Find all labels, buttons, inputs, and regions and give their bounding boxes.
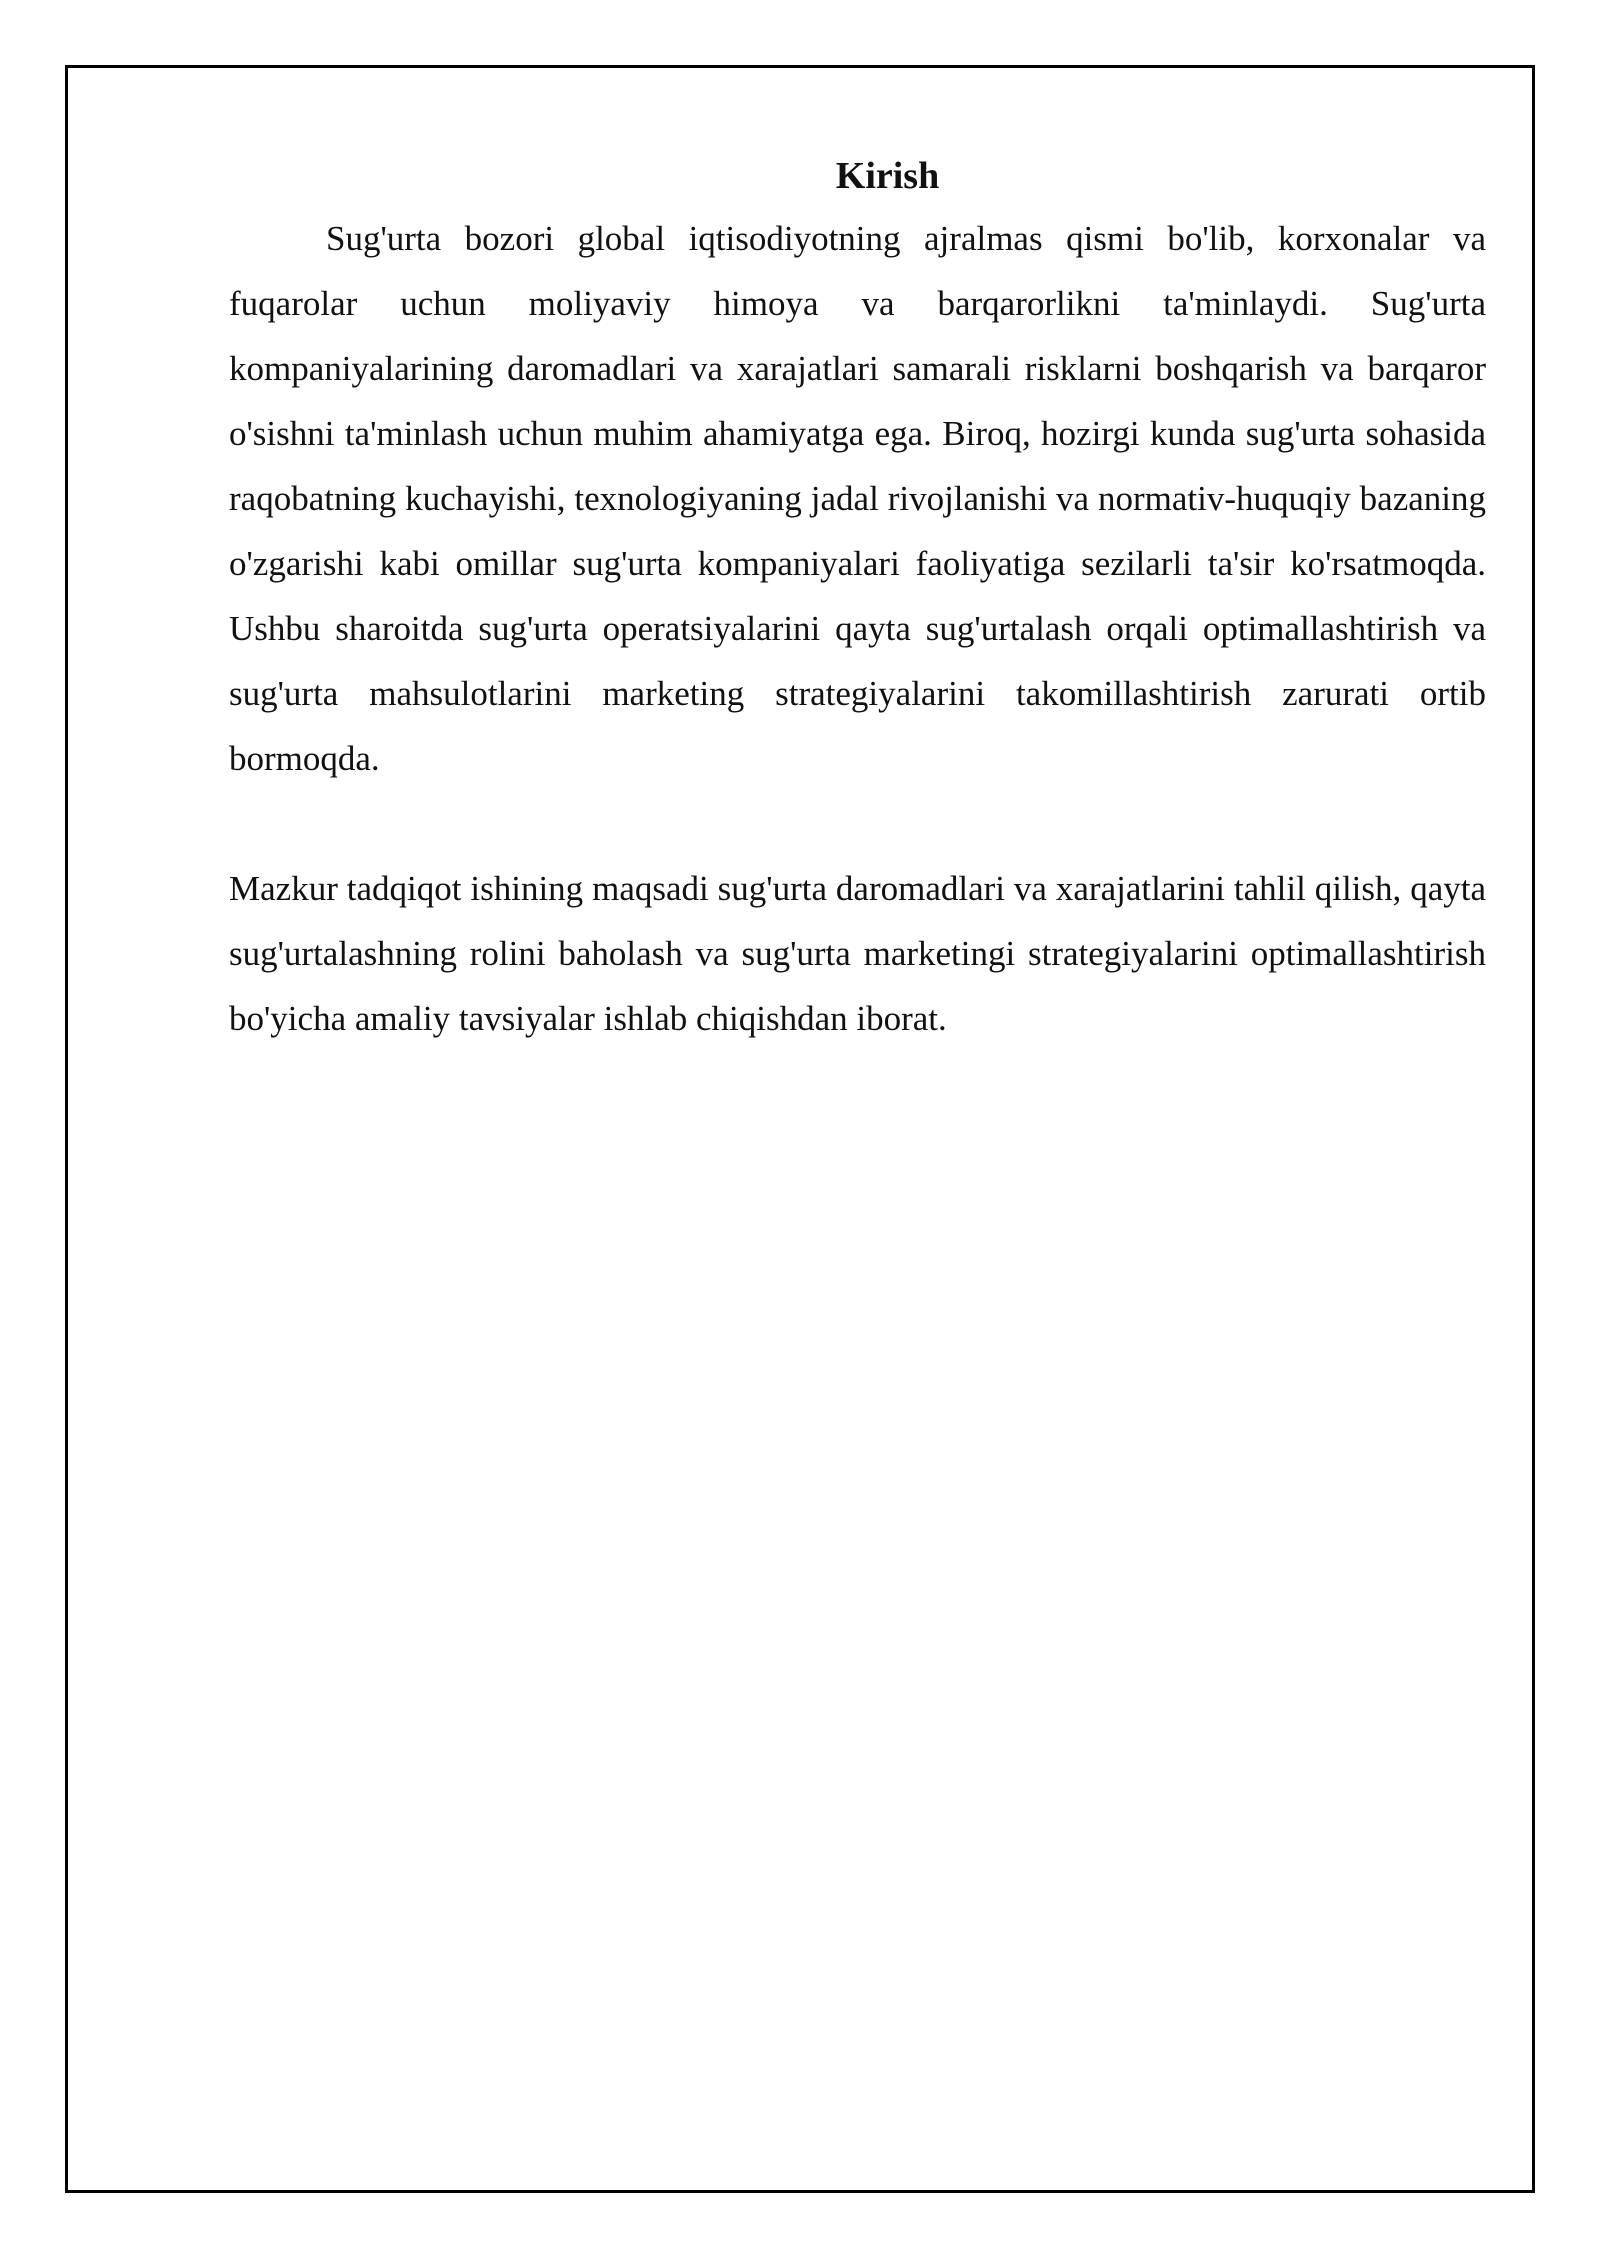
paragraph-intro: Sug'urta bozori global iqtisodiyotning ajralmas qismi bo'lib, korxonalar va fuqarolar uchun moliyaviy himoya va barqarorlikni ta'minlaydi. Sug'urta kompaniyalarining daromadlari va xarajatlari samarali risklarni boshqarish va barqaror o'sishni ta'minlash uchun muhim ahamiyatga ega. Biroq, hozirgi kunda sug'urta sohasida raqobatning kuchayishi, texnologiyaning jadal rivojlanishi va normativ-huquqiy bazaning o'zgarishi kabi omillar sug'urta kompaniyalari faoliyatiga sezilarli ta'sir ko'rsatmoqda. Ushbu sharoitda sug'urta operatsiyalarini qayta sug'urtalash orqali optimallashtirish va sug'urta mahsulotlarini marketing strategiyalarini takomillashtirish zarurati ortib bormoqda. — [229, 219, 1486, 778]
document-title: Kirish — [835, 155, 940, 197]
paragraph-goal: Mazkur tadqiqot ishining maqsadi sug'urta daromadlari va xarajatlarini tahlil qilish, qayta sug'urtalashning rolini baholash va sug'urta marketingi strategiyalarini optimallashtirish bo'yicha amaliy tavsiyalar ishlab chiqishdan iborat. — [229, 869, 1486, 1038]
document-body — [229, 150, 1486, 1051]
paragraph-spacer — [229, 791, 1486, 856]
